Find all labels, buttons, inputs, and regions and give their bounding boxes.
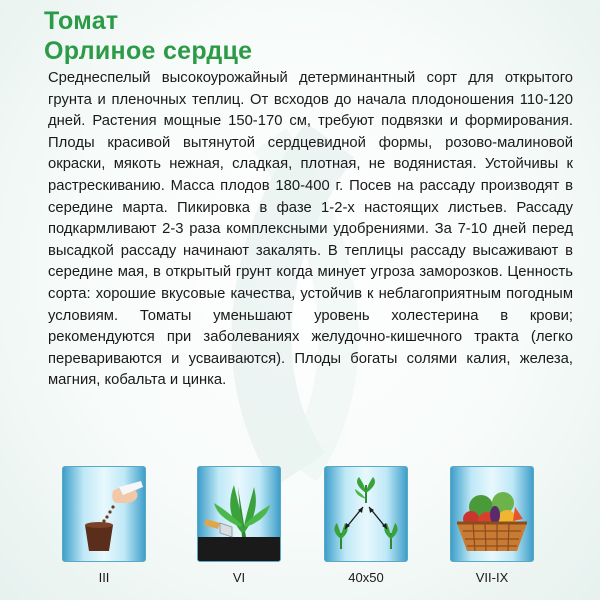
sowing-month-label: III <box>98 570 110 585</box>
sowing-step <box>62 466 146 585</box>
growing-instructions-icons <box>62 466 552 596</box>
harvest-months-label: VII-IX <box>475 570 509 585</box>
variety-description: Среднеспелый высокоурожайный детерминантный сорт для открытого грунта и пленочных теплиц. От всходов до начала плодоношения 110-120 дней. Растения мощные 150-170 см, требуют подвязки и формирования. Плоды красивой вытянутой сердцевидной формы, розово-малиновой окраски, мякоть нежная, сладкая, плотная, не водянистая. Устойчивы к растрескиванию. Масса плодов 180-400 г. Посев на рассаду производят в середине марта. Пикировка в фазе 1-2-х настоящих листьев. Рассаду подкармливают 2-3 раза комплексными удобрениями. За 7-10 дней перед высадкой рассаду начинают закалять. В теплицы рассаду высаживают в середине мая, в открытый грунт когда минует угроза заморозков. Ценность сорта: хорошие вкусовые качества, устойчив к неблагоприятным погодным условиям. Томаты уменьшают уровень холестерина в крови; рекомендуются при заболеваниях желудочно-кишечного тракта (легко перевариваются и усваиваются). Плоды богаты солями калия, железа, магния, кобальта и цинка. <box>48 70 573 389</box>
harvest-basket-icon <box>450 466 534 562</box>
spacing-step <box>324 466 408 585</box>
transplant-month-label: VI <box>232 570 246 585</box>
packet-title <box>44 6 252 66</box>
transplant-step <box>197 466 281 585</box>
sowing-seeds-icon <box>62 466 146 562</box>
spacing-label: 40x50 <box>348 570 384 585</box>
variety-name: Орлиное сердце <box>44 37 253 65</box>
harvest-step <box>450 466 534 585</box>
crop-name: Томат <box>44 7 119 35</box>
planting-seedling-icon <box>197 466 281 562</box>
planting-spacing-icon <box>324 466 408 562</box>
